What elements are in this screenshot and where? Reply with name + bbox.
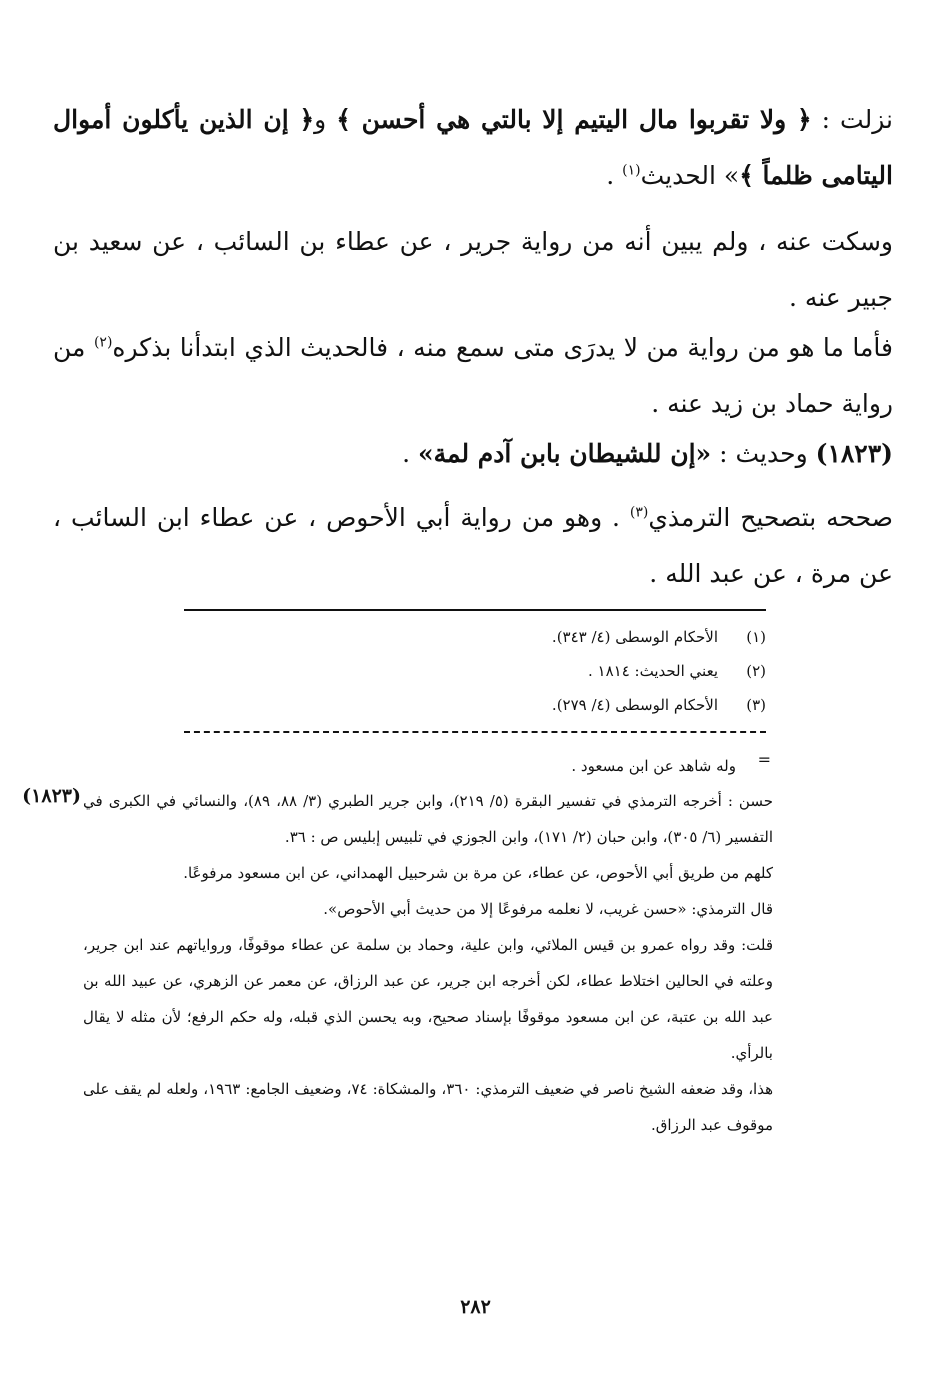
hadith-text: «إن للشيطان بابن آدم لمة» [417, 439, 712, 468]
quran-verse-2: ﴿ إن الذين يأكلون أموال اليتامى ظلماً ﴾ [53, 105, 893, 190]
footnote-number: (٢) [746, 662, 766, 680]
note-paragraph: حسن : أخرجه الترمذي في تفسير البقرة (٥/ ٢١٩)، وابن جرير الطبري (٣/ ٨٨، ٨٩)، والنسائي في الكبرى في التفسير (٦/ ٣٠٥)، وابن حبان (٢/ ١٧١)، وابن الجوزي في تلبيس إبليس ص : ٣٦. [83, 792, 773, 846]
footnote-number: (٣) [746, 696, 766, 714]
conjunction: و [314, 105, 337, 134]
footnote-text: الأحكام الوسطى (٤/ ٢٧٩). [551, 696, 718, 714]
paragraph-tail: » الحديث [640, 161, 740, 190]
paragraph-end: . [606, 161, 623, 190]
footnote-separator [184, 609, 766, 611]
note-paragraph: قال الترمذي: «حسن غريب، لا نعلمه مرفوعًا إلا من حديث أبي الأحوص». [323, 900, 773, 918]
footnote-text: الأحكام الوسطى (٤/ ٣٤٣). [551, 628, 718, 646]
paragraph-text: فأما ما هو من رواية من لا يدرَى متى سمع منه ، فالحديث الذي ابتدأنا بذكره [112, 333, 894, 362]
footnote-item [166, 620, 766, 654]
note-number: (١٨٢٣) [22, 785, 81, 807]
body-paragraph-1 [53, 92, 893, 204]
note-paragraph: كلهم من طريق أبي الأحوص، عن عطاء، عن مرة بن شرحبيل الهمداني، عن ابن مسعود مرفوعًا. [183, 864, 773, 882]
paragraph-end: من رواية حماد بن زيد عنه . [53, 333, 893, 418]
footnote-item [166, 654, 766, 688]
footnote-ref-1: (١) [622, 162, 641, 179]
footnote-list [166, 620, 766, 722]
notes-separator [184, 731, 766, 733]
note-paragraph: قلت: وقد رواه عمرو بن قيس الملائي، وابن علية، وحماد بن سلمة عن عطاء موقوفًا، ورواياتهم عند ابن جرير، وعلته في الحالين اختلاط عطاء، لكن أخرجه ابن جرير، عن عبد الرزاق، عن معمر عن الزهري، عن عبيد الله بن عبد الله بن عتبة، عن ابن مسعود موقوفًا بإسناد صحيح، وبه يحسن الذي قبله، وله حكم الرفع؛ لأن مثله لا يقال بالرأي. [83, 936, 773, 1062]
hadith-number: (١٨٢٣) [815, 439, 893, 468]
paragraph-end: . [402, 439, 418, 468]
body-paragraph-2: وسكت عنه ، ولم يبين أنه من رواية جرير ، عن عطاء بن السائب ، عن سعيد بن جبير عنه . [53, 227, 893, 312]
body-paragraph-4 [53, 426, 893, 482]
paragraph-end: . وهو من رواية أبي الأحوص ، عن عطاء ابن السائب ، عن مرة ، عن عبد الله . [53, 503, 893, 588]
note-paragraph: هذا، وقد ضعفه الشيخ ناصر في ضعيف الترمذي: ٣٦٠، والمشكاة: ٧٤، وضعيف الجامع: ١٩٦٣، ولعله لم يقف على موقوف عبد الرزاق. [83, 1080, 774, 1134]
paragraph-text: صححه بتصحيح الترمذي [648, 503, 893, 532]
quran-verse-1: ﴿ ولا تقربوا مال اليتيم إلا بالتي هي أحسن ﴾ [336, 105, 812, 134]
footnote-text: يعني الحديث: ١٨١٤ . [587, 662, 718, 680]
footnote-item [166, 688, 766, 722]
footnote-ref-2: (٢) [93, 334, 113, 351]
paragraph-lead: نزلت : [811, 105, 893, 134]
notes-continuation: وله شاهد عن ابن مسعود . [571, 757, 736, 775]
footnote-ref-3: (٣) [629, 504, 649, 521]
body-paragraph-3 [53, 320, 893, 432]
footnote-number: (١) [746, 628, 766, 646]
page-number: ٢٨٢ [460, 1296, 491, 1318]
paragraph-lead: وحديث : [711, 439, 816, 468]
takhrij-notes [83, 783, 773, 1143]
continuation-mark: = [757, 750, 771, 769]
body-paragraph-5 [53, 490, 893, 602]
